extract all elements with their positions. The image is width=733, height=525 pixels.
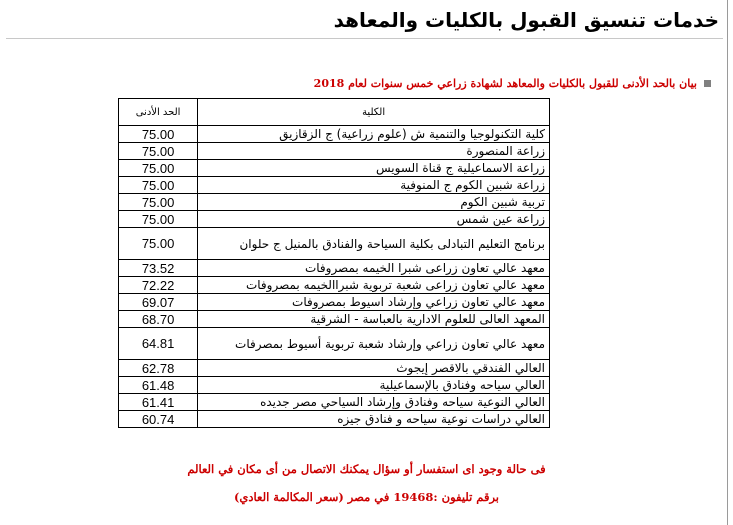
table-row — [119, 277, 550, 294]
subheading-row — [241, 74, 711, 92]
college-name: العالي دراسات نوعية سياحه و فنادق جيزه — [198, 411, 550, 428]
college-name: العالي الفندقي بالاقصر إيجوث — [198, 360, 550, 377]
college-name: زراعة الاسماعيلية ج قناة السويس — [198, 160, 550, 177]
table-row — [119, 360, 550, 377]
table-row — [119, 377, 550, 394]
table-row — [119, 126, 550, 143]
contact-info-line: فى حالة وجود اى استفسار أو سؤال يمكنك الاتصال من أى مكان في العالم — [187, 462, 546, 476]
min-grade-value: 75.00 — [119, 126, 198, 143]
min-grade-value: 64.81 — [119, 328, 198, 360]
college-name: كلية التكنولوجيا والتنمية ش (علوم زراعية) ج الزقازيق — [198, 126, 550, 143]
college-name: العالي النوعية سياحه وفنادق وإرشاد السياحي مصر جديده — [198, 394, 550, 411]
college-name: تربية شبين الكوم — [198, 194, 550, 211]
min-grade-column-header: الحد الأدنى — [119, 99, 198, 126]
college-name: زراعة المنصورة — [198, 143, 550, 160]
table-row — [119, 228, 550, 260]
table-row — [119, 394, 550, 411]
college-name: معهد عالي تعاون زراعي وإرشاد شعبة تربوية أسيوط بمصرفات — [198, 328, 550, 360]
college-name: معهد عالي تعاون زراعى شبرا الخيمه بمصروفات — [198, 260, 550, 277]
min-grade-value: 61.41 — [119, 394, 198, 411]
table-row — [119, 194, 550, 211]
page-title: خدمات تنسيق القبول بالكليات والمعاهد — [333, 8, 719, 32]
table-row — [119, 311, 550, 328]
college-name: زراعة شبين الكوم ج المنوفية — [198, 177, 550, 194]
min-grade-value: 75.00 — [119, 143, 198, 160]
college-name: برنامج التعليم التبادلى بكلية السياحة والفنادق بالمنيل ج حلوان — [198, 228, 550, 260]
min-grade-value: 75.00 — [119, 160, 198, 177]
table-row — [119, 177, 550, 194]
college-name: المعهد العالى للعلوم الادارية بالعباسة - الشرقية — [198, 311, 550, 328]
table-row — [119, 411, 550, 428]
title-divider — [6, 38, 723, 39]
min-grade-value: 72.22 — [119, 277, 198, 294]
min-grade-value: 75.00 — [119, 228, 198, 260]
table-row — [119, 294, 550, 311]
table-header-row — [119, 99, 550, 126]
table-row — [119, 160, 550, 177]
min-grade-value: 62.78 — [119, 360, 198, 377]
college-column-header: الكلية — [198, 99, 550, 126]
college-name: معهد عالي تعاون زراعى شعبة تربوية شبراالخيمه بمصروفات — [198, 277, 550, 294]
page-edge-divider — [727, 0, 728, 525]
min-grade-value: 61.48 — [119, 377, 198, 394]
table-row — [119, 328, 550, 360]
min-grade-value: 75.00 — [119, 177, 198, 194]
min-grade-value: 68.70 — [119, 311, 198, 328]
admission-grades-table — [118, 98, 550, 428]
min-grade-value: 75.00 — [119, 194, 198, 211]
college-name: العالي سياحه وفنادق بالإسماعيلية — [198, 377, 550, 394]
table-row — [119, 211, 550, 228]
min-grade-value: 69.07 — [119, 294, 198, 311]
gray-square-bullet-icon — [704, 80, 711, 87]
college-name: زراعة عين شمس — [198, 211, 550, 228]
min-grade-value: 60.74 — [119, 411, 198, 428]
table-row — [119, 260, 550, 277]
table-subheading: بيان بالحد الأدنى للقبول بالكليات والمعاهد لشهادة زراعي خمس سنوات لعام 2018 — [313, 76, 697, 90]
contact-phone-line: برقم تليفون :19468 في مصر (سعر المكالمة العادي) — [233, 490, 500, 504]
table-row — [119, 143, 550, 160]
min-grade-value: 75.00 — [119, 211, 198, 228]
min-grade-value: 73.52 — [119, 260, 198, 277]
college-name: معهد عالي تعاون زراعي وإرشاد اسيوط بمصروفات — [198, 294, 550, 311]
